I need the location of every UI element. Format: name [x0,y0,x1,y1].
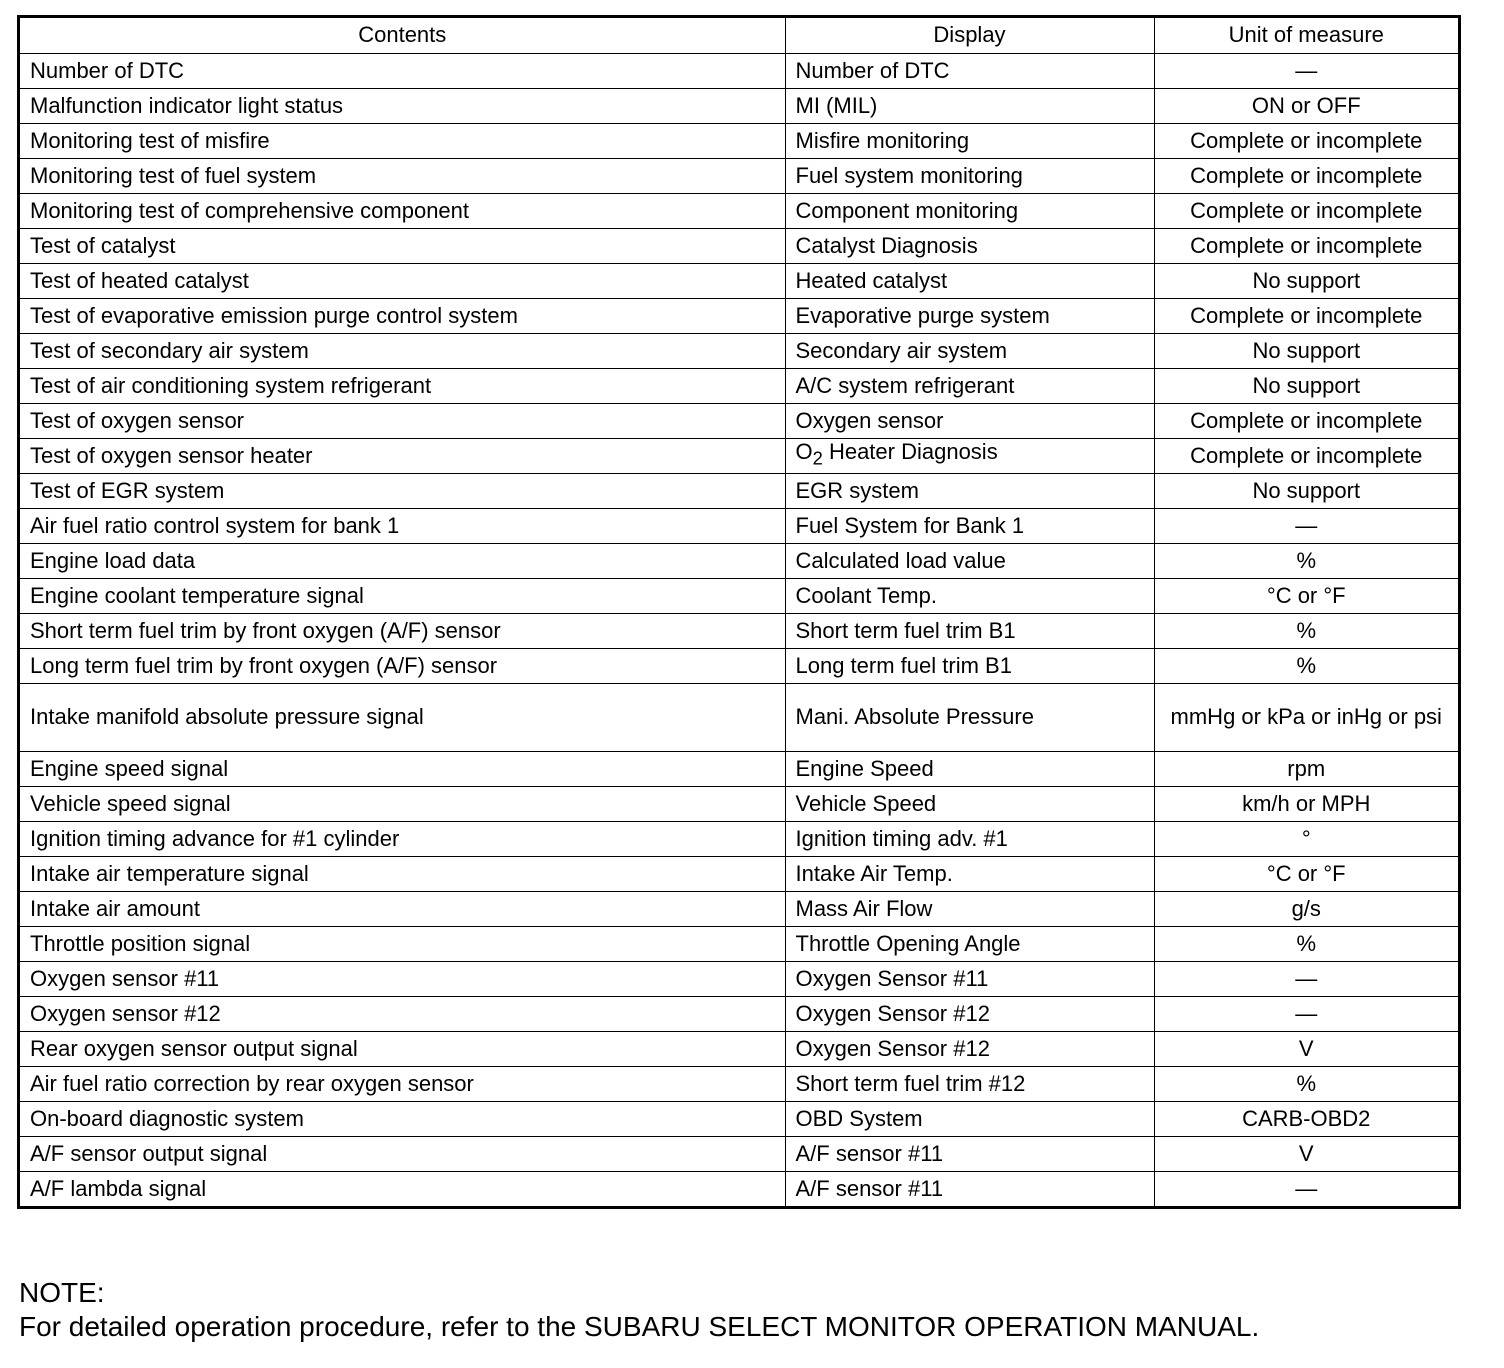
table-row [20,88,1458,123]
cell-contents: Oxygen sensor #11 [20,961,785,996]
cell-unit: CARB-OBD2 [1154,1101,1458,1136]
cell-unit: % [1154,648,1458,683]
table-row [20,508,1458,543]
cell-contents: Test of air conditioning system refrigerant [20,368,785,403]
parameter-table [20,18,1458,1206]
cell-contents: Throttle position signal [20,926,785,961]
cell-unit: — [1154,53,1458,88]
cell-display: Fuel system monitoring [785,158,1154,193]
cell-unit: % [1154,1066,1458,1101]
cell-unit: ON or OFF [1154,88,1458,123]
cell-unit: — [1154,961,1458,996]
cell-display: A/F sensor #11 [785,1136,1154,1171]
table-row [20,648,1458,683]
cell-unit: Complete or incomplete [1154,438,1458,473]
cell-display: Number of DTC [785,53,1154,88]
cell-display: Long term fuel trim B1 [785,648,1154,683]
table-row [20,856,1458,891]
table-row [20,1136,1458,1171]
cell-display: Short term fuel trim #12 [785,1066,1154,1101]
display-suffix: Heater Diagnosis [822,439,998,465]
table-row [20,578,1458,613]
cell-display: Throttle Opening Angle [785,926,1154,961]
table-row [20,123,1458,158]
cell-display: Misfire monitoring [785,123,1154,158]
table-row [20,1066,1458,1101]
cell-unit: No support [1154,263,1458,298]
cell-unit: Complete or incomplete [1154,298,1458,333]
table-row [20,786,1458,821]
cell-unit: Complete or incomplete [1154,193,1458,228]
cell-contents: Monitoring test of misfire [20,123,785,158]
table-row [20,751,1458,786]
cell-unit: — [1154,508,1458,543]
table-row [20,683,1458,751]
cell-unit: — [1154,1171,1458,1206]
cell-display: Mani. Absolute Pressure [785,683,1154,751]
cell-contents: Air fuel ratio control system for bank 1 [20,508,785,543]
cell-contents: Number of DTC [20,53,785,88]
cell-display: MI (MIL) [785,88,1154,123]
cell-display: Oxygen Sensor #12 [785,996,1154,1031]
cell-unit: Complete or incomplete [1154,228,1458,263]
cell-display: Engine Speed [785,751,1154,786]
cell-contents: Engine speed signal [20,751,785,786]
cell-unit: ° [1154,821,1458,856]
cell-unit: — [1154,996,1458,1031]
cell-display: OBD System [785,1101,1154,1136]
table-row [20,1031,1458,1066]
cell-contents: Test of oxygen sensor heater [20,438,785,473]
cell-unit: % [1154,926,1458,961]
table-row [20,996,1458,1031]
cell-contents: A/F lambda signal [20,1171,785,1206]
cell-contents: Vehicle speed signal [20,786,785,821]
cell-display: Calculated load value [785,543,1154,578]
cell-display: Evaporative purge system [785,298,1154,333]
data-table [17,15,1461,1209]
table-row [20,193,1458,228]
cell-contents: Test of evaporative emission purge control system [20,298,785,333]
table-row [20,228,1458,263]
header-unit: Unit of measure [1154,18,1458,53]
cell-unit: No support [1154,368,1458,403]
cell-unit: km/h or MPH [1154,786,1458,821]
cell-display: Oxygen Sensor #12 [785,1031,1154,1066]
table-row [20,926,1458,961]
table-row [20,1171,1458,1206]
table-row [20,613,1458,648]
cell-unit: °C or °F [1154,856,1458,891]
cell-display: Coolant Temp. [785,578,1154,613]
cell-unit: No support [1154,473,1458,508]
cell-unit: % [1154,613,1458,648]
cell-display: Vehicle Speed [785,786,1154,821]
table-row [20,53,1458,88]
cell-display: Fuel System for Bank 1 [785,508,1154,543]
header-contents: Contents [20,18,785,53]
cell-contents: Air fuel ratio correction by rear oxygen sensor [20,1066,785,1101]
cell-contents: Intake manifold absolute pressure signal [20,683,785,751]
header-display: Display [785,18,1154,53]
cell-contents: Oxygen sensor #12 [20,996,785,1031]
cell-contents: Short term fuel trim by front oxygen (A/F) sensor [20,613,785,648]
cell-unit: No support [1154,333,1458,368]
table-row [20,543,1458,578]
note-title: NOTE: [19,1277,105,1308]
cell-display: Intake Air Temp. [785,856,1154,891]
cell-display: Oxygen Sensor #11 [785,961,1154,996]
cell-display: Short term fuel trim B1 [785,613,1154,648]
cell-unit: Complete or incomplete [1154,123,1458,158]
cell-display: Component monitoring [785,193,1154,228]
table-row [20,333,1458,368]
cell-display: Heated catalyst [785,263,1154,298]
cell-display: Mass Air Flow [785,891,1154,926]
cell-contents: Long term fuel trim by front oxygen (A/F) sensor [20,648,785,683]
cell-contents: Rear oxygen sensor output signal [20,1031,785,1066]
cell-unit: g/s [1154,891,1458,926]
cell-display: Catalyst Diagnosis [785,228,1154,263]
table-row [20,1101,1458,1136]
display-prefix: O [795,439,813,465]
table-row [20,438,1458,473]
cell-unit: V [1154,1031,1458,1066]
table-row [20,298,1458,333]
cell-contents: Test of catalyst [20,228,785,263]
cell-contents: A/F sensor output signal [20,1136,785,1171]
cell-unit: Complete or incomplete [1154,403,1458,438]
cell-display: Ignition timing adv. #1 [785,821,1154,856]
cell-unit: mmHg or kPa or inHg or psi [1154,683,1458,751]
cell-unit: Complete or incomplete [1154,158,1458,193]
cell-contents: On-board diagnostic system [20,1101,785,1136]
cell-contents: Test of EGR system [20,473,785,508]
cell-contents: Engine coolant temperature signal [20,578,785,613]
note-block [19,1276,1259,1344]
table-row [20,403,1458,438]
table-row [20,158,1458,193]
cell-unit: rpm [1154,751,1458,786]
display-subscript: 2 [812,447,823,469]
cell-display: A/C system refrigerant [785,368,1154,403]
note-text: For detailed operation procedure, refer to the SUBARU SELECT MONITOR OPERATION MANUAL. [19,1311,1260,1342]
table-row [20,473,1458,508]
cell-contents: Engine load data [20,543,785,578]
cell-contents: Monitoring test of fuel system [20,158,785,193]
cell-display [785,438,1154,473]
cell-contents: Test of oxygen sensor [20,403,785,438]
cell-contents: Malfunction indicator light status [20,88,785,123]
table-row [20,263,1458,298]
cell-contents: Monitoring test of comprehensive component [20,193,785,228]
table-row [20,821,1458,856]
cell-display: Secondary air system [785,333,1154,368]
cell-contents: Intake air temperature signal [20,856,785,891]
cell-contents: Test of heated catalyst [20,263,785,298]
cell-unit: % [1154,543,1458,578]
cell-unit: °C or °F [1154,578,1458,613]
cell-contents: Intake air amount [20,891,785,926]
cell-display: Oxygen sensor [785,403,1154,438]
cell-contents: Ignition timing advance for #1 cylinder [20,821,785,856]
cell-unit: V [1154,1136,1458,1171]
table-row [20,961,1458,996]
cell-display: A/F sensor #11 [785,1171,1154,1206]
table-row [20,891,1458,926]
table-row [20,368,1458,403]
header-row [20,18,1458,53]
cell-display: EGR system [785,473,1154,508]
cell-contents: Test of secondary air system [20,333,785,368]
